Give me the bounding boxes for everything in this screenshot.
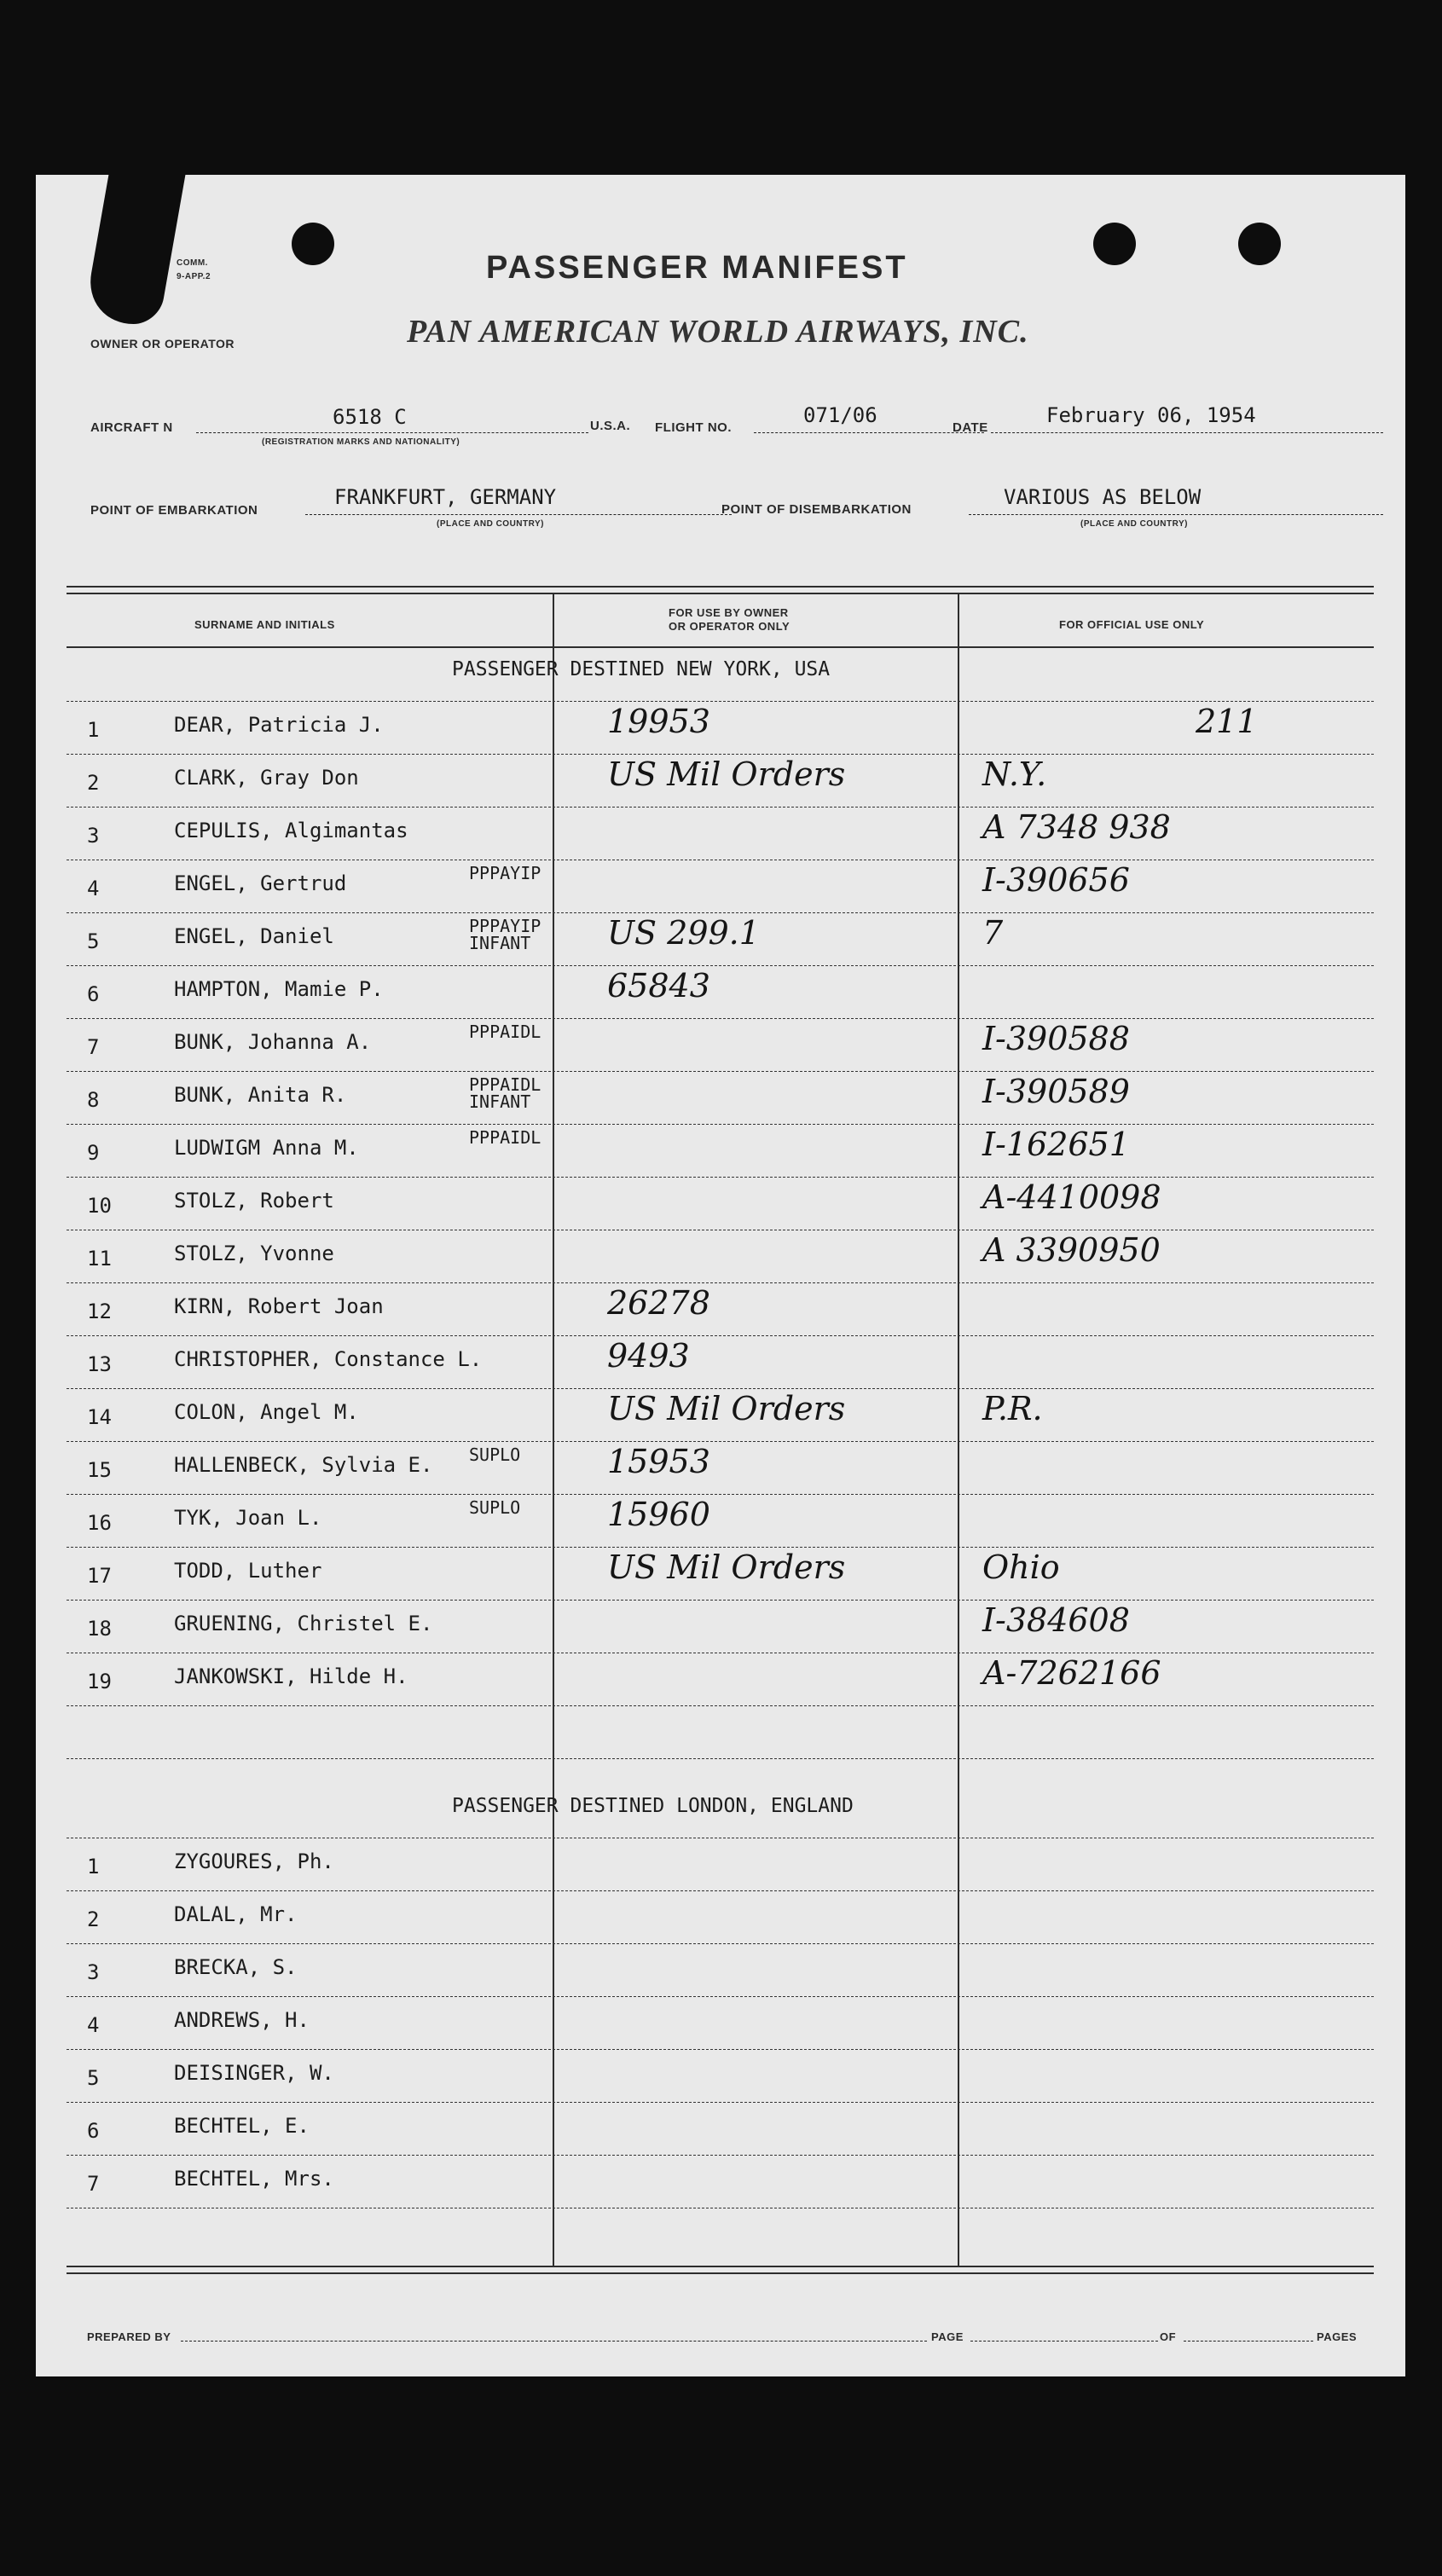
passenger-name: BECHTEL, Mrs. bbox=[174, 2167, 334, 2191]
official-entry: 7 bbox=[982, 914, 1004, 952]
row-divider bbox=[67, 1890, 1374, 1892]
aircraft-value: 6518 C bbox=[333, 405, 407, 429]
row-divider bbox=[67, 1335, 1374, 1337]
official-entry: I-162651 bbox=[982, 1126, 1130, 1163]
row-number: 19 bbox=[87, 1670, 112, 1693]
row-number: 13 bbox=[87, 1352, 112, 1376]
passenger-name: COLON, Angel M. bbox=[174, 1400, 359, 1424]
passenger-note: PPPAIDL bbox=[469, 1127, 541, 1148]
row-number: 4 bbox=[87, 877, 100, 900]
of-label: OF bbox=[1160, 2330, 1177, 2343]
row-divider bbox=[67, 807, 1374, 808]
embark-value: FRANKFURT, GERMANY bbox=[334, 485, 557, 509]
row-divider bbox=[67, 860, 1374, 861]
row-number: 10 bbox=[87, 1194, 112, 1218]
passenger-note: SUPLO bbox=[469, 1497, 521, 1518]
passenger-name: DEISINGER, W. bbox=[174, 2061, 334, 2085]
official-entry: I-390588 bbox=[982, 1020, 1130, 1057]
passenger-name: LUDWIGM Anna M. bbox=[174, 1136, 359, 1160]
row-number: 1 bbox=[87, 1855, 100, 1878]
official-entry: I-390589 bbox=[982, 1073, 1130, 1110]
official-entry: A 7348 938 bbox=[982, 808, 1171, 846]
date-value: February 06, 1954 bbox=[1046, 403, 1256, 427]
row-divider bbox=[67, 1230, 1374, 1231]
row-divider bbox=[67, 2208, 1374, 2209]
row-divider bbox=[67, 1441, 1374, 1443]
operator-entry: 15960 bbox=[607, 1496, 710, 1533]
passenger-name: ZYGOURES, Ph. bbox=[174, 1850, 334, 1873]
passenger-note: PPPAYIP bbox=[469, 863, 541, 883]
official-entry: I-390656 bbox=[982, 861, 1130, 899]
passenger-name: ENGEL, Gertrud bbox=[174, 871, 347, 895]
section-heading: PASSENGER DESTINED NEW YORK, USA bbox=[452, 658, 831, 680]
row-number: 3 bbox=[87, 1960, 100, 1984]
passenger-name: STOLZ, Robert bbox=[174, 1189, 334, 1213]
row-divider bbox=[67, 965, 1374, 967]
col3-header: FOR OFFICIAL USE ONLY bbox=[1059, 618, 1205, 631]
torn-corner bbox=[83, 175, 186, 324]
col2-header-1: FOR USE BY OWNER bbox=[669, 606, 789, 619]
owner-label: OWNER OR OPERATOR bbox=[90, 337, 235, 350]
row-divider bbox=[67, 2155, 1374, 2156]
passenger-note: PPPAYIP INFANT bbox=[469, 916, 541, 953]
passenger-name: TYK, Joan L. bbox=[174, 1506, 322, 1530]
passenger-name: GRUENING, Christel E. bbox=[174, 1612, 433, 1635]
official-entry: I-384608 bbox=[982, 1601, 1130, 1639]
row-number: 16 bbox=[87, 1511, 112, 1535]
punch-hole bbox=[292, 223, 334, 265]
operator-entry: US Mil Orders bbox=[607, 1390, 846, 1427]
row-divider bbox=[67, 1018, 1374, 1020]
passenger-name: KIRN, Robert Joan bbox=[174, 1294, 384, 1318]
row-divider bbox=[67, 1653, 1374, 1654]
passenger-note: SUPLO bbox=[469, 1444, 521, 1465]
row-divider bbox=[67, 701, 1374, 703]
row-number: 2 bbox=[87, 1907, 100, 1931]
passenger-note: PPPAIDL INFANT bbox=[469, 1074, 541, 1112]
row-divider bbox=[67, 1177, 1374, 1178]
official-entry: A-4410098 bbox=[982, 1178, 1161, 1216]
row-number: 1 bbox=[87, 718, 100, 742]
row-number: 5 bbox=[87, 2066, 100, 2090]
flight-label: FLIGHT NO. bbox=[655, 420, 732, 435]
row-divider bbox=[67, 1705, 1374, 1707]
row-divider bbox=[67, 1494, 1374, 1496]
row-number: 7 bbox=[87, 2172, 100, 2196]
row-divider bbox=[67, 1071, 1374, 1073]
passenger-name: BUNK, Johanna A. bbox=[174, 1030, 372, 1054]
official-entry: A-7262166 bbox=[982, 1654, 1161, 1692]
punch-hole bbox=[1093, 223, 1136, 265]
company-name: PAN AMERICAN WORLD AIRWAYS, INC. bbox=[407, 314, 1029, 350]
passenger-name: HAMPTON, Mamie P. bbox=[174, 977, 384, 1001]
operator-entry: 9493 bbox=[607, 1337, 690, 1375]
row-number: 14 bbox=[87, 1405, 112, 1429]
passenger-name: DEAR, Patricia J. bbox=[174, 713, 384, 737]
date-label: DATE bbox=[953, 420, 988, 435]
row-number: 4 bbox=[87, 2013, 100, 2037]
row-divider bbox=[67, 1996, 1374, 1998]
flight-value: 071/06 bbox=[803, 403, 877, 427]
official-entry: P.R. bbox=[982, 1390, 1043, 1427]
row-divider bbox=[67, 1838, 1374, 1839]
disembark-value: VARIOUS AS BELOW bbox=[1004, 485, 1202, 509]
row-number: 9 bbox=[87, 1141, 100, 1165]
aircraft-sub: (REGISTRATION MARKS AND NATIONALITY) bbox=[262, 437, 460, 447]
punch-hole bbox=[1238, 223, 1281, 265]
row-number: 18 bbox=[87, 1617, 112, 1641]
row-number: 11 bbox=[87, 1247, 112, 1271]
row-number: 2 bbox=[87, 771, 100, 795]
row-number: 8 bbox=[87, 1088, 100, 1112]
row-divider bbox=[67, 1758, 1374, 1760]
col1-header: SURNAME AND INITIALS bbox=[194, 618, 335, 631]
operator-entry: US 299.1 bbox=[607, 914, 760, 952]
usa-label: U.S.A. bbox=[590, 419, 631, 433]
passenger-name: BUNK, Anita R. bbox=[174, 1083, 347, 1107]
operator-entry: 15953 bbox=[607, 1443, 710, 1480]
row-number: 3 bbox=[87, 824, 100, 848]
operator-entry: 26278 bbox=[607, 1284, 710, 1322]
pages-label: PAGES bbox=[1317, 2330, 1358, 2343]
embark-label: POINT OF EMBARKATION bbox=[90, 503, 258, 518]
row-number: 5 bbox=[87, 929, 100, 953]
section-heading: PASSENGER DESTINED LONDON, ENGLAND bbox=[452, 1795, 854, 1817]
col2-header-2: OR OPERATOR ONLY bbox=[669, 620, 790, 633]
row-divider bbox=[67, 1600, 1374, 1601]
official-entry: Ohio bbox=[982, 1548, 1060, 1586]
official-entry: N.Y. bbox=[982, 755, 1047, 793]
operator-entry: US Mil Orders bbox=[607, 755, 846, 793]
row-number: 6 bbox=[87, 2119, 100, 2143]
row-number: 12 bbox=[87, 1300, 112, 1323]
passenger-name: BECHTEL, E. bbox=[174, 2114, 310, 2138]
disembark-label: POINT OF DISEMBARKATION bbox=[721, 502, 912, 517]
operator-entry: US Mil Orders bbox=[607, 1548, 846, 1586]
column-divider bbox=[958, 594, 959, 2266]
row-number: 17 bbox=[87, 1564, 112, 1588]
embark-sub: (PLACE AND COUNTRY) bbox=[437, 519, 544, 529]
row-divider bbox=[67, 2049, 1374, 2051]
page-title: PASSENGER MANIFEST bbox=[486, 250, 908, 286]
passenger-name: CEPULIS, Algimantas bbox=[174, 819, 408, 842]
row-divider bbox=[67, 1282, 1374, 1284]
passenger-note: PPPAIDL bbox=[469, 1022, 541, 1042]
passenger-name: ENGEL, Daniel bbox=[174, 924, 334, 948]
column-divider bbox=[553, 594, 554, 2266]
passenger-name: HALLENBECK, Sylvia E. bbox=[174, 1453, 433, 1477]
disembark-sub: (PLACE AND COUNTRY) bbox=[1080, 519, 1188, 529]
passenger-name: TODD, Luther bbox=[174, 1559, 322, 1583]
row-number: 15 bbox=[87, 1458, 112, 1482]
operator-entry: 65843 bbox=[607, 967, 710, 1004]
row-number: 6 bbox=[87, 982, 100, 1006]
row-divider bbox=[67, 1943, 1374, 1945]
aircraft-label: AIRCRAFT N bbox=[90, 420, 173, 435]
passenger-name: BRECKA, S. bbox=[174, 1955, 298, 1979]
row-number: 7 bbox=[87, 1035, 100, 1059]
passenger-name: CHRISTOPHER, Constance L. bbox=[174, 1347, 483, 1371]
form-code: COMM. bbox=[177, 258, 208, 268]
operator-entry: 19953 bbox=[607, 703, 710, 740]
row-divider bbox=[67, 2102, 1374, 2104]
official-entry: A 3390950 bbox=[982, 1231, 1161, 1269]
passenger-name: CLARK, Gray Don bbox=[174, 766, 359, 790]
manifest-page bbox=[36, 175, 1405, 2376]
prepared-label: PREPARED BY bbox=[87, 2330, 171, 2343]
page-label: PAGE bbox=[931, 2330, 964, 2343]
passenger-name: JANKOWSKI, Hilde H. bbox=[174, 1664, 408, 1688]
form-code-2: 9-APP.2 bbox=[177, 272, 211, 281]
passenger-name: STOLZ, Yvonne bbox=[174, 1242, 334, 1265]
official-entry: 211 bbox=[1196, 703, 1258, 740]
passenger-name: DALAL, Mr. bbox=[174, 1902, 298, 1926]
passenger-name: ANDREWS, H. bbox=[174, 2008, 310, 2032]
row-divider bbox=[67, 1124, 1374, 1126]
